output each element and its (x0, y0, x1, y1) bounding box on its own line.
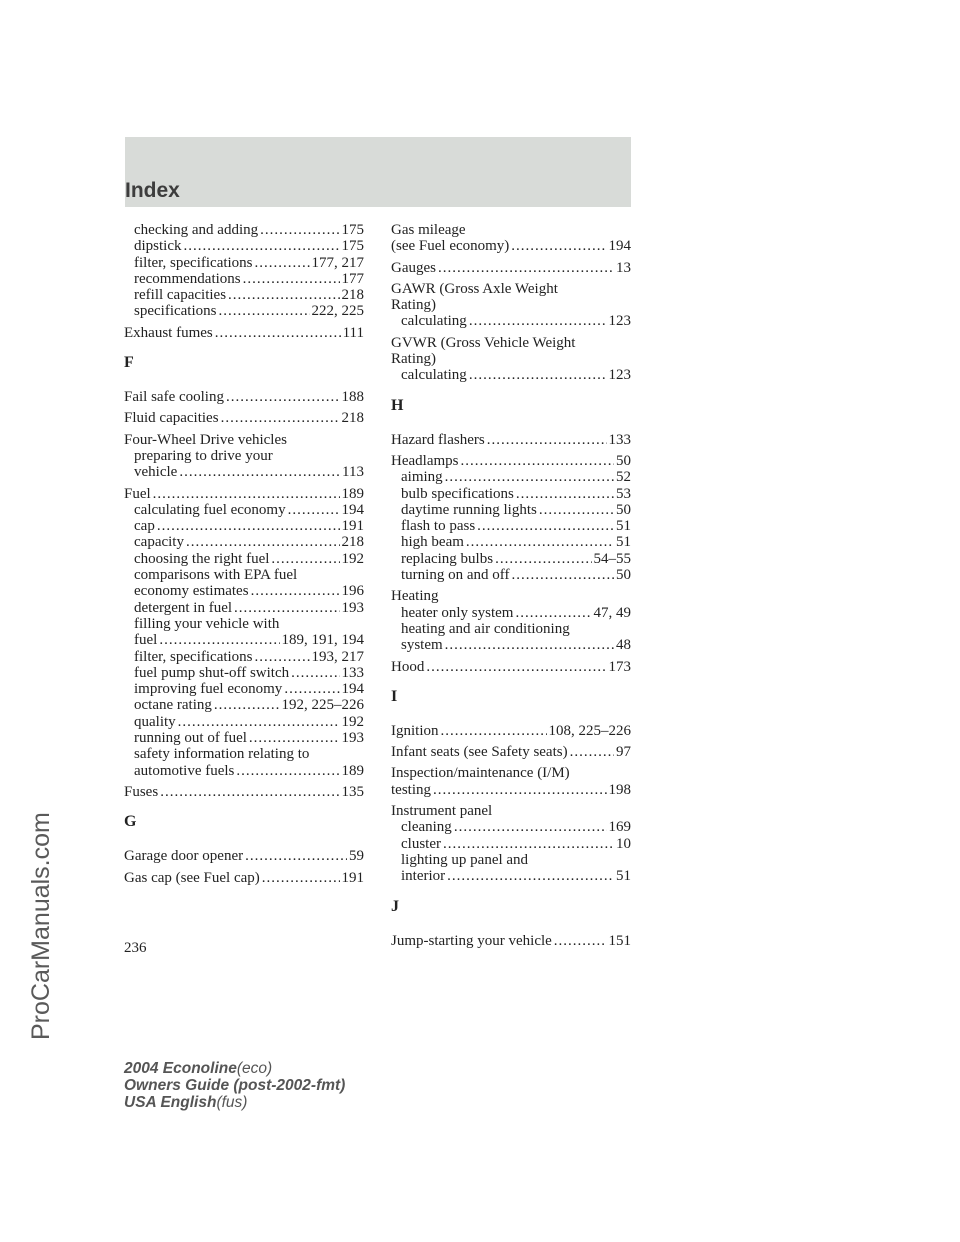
index-term: Rating) (391, 351, 436, 368)
dot-leader (445, 469, 614, 485)
index-line (124, 763, 364, 779)
index-term: Gauges (391, 259, 436, 276)
dot-leader (438, 260, 614, 276)
index-term: Ignition (391, 722, 439, 739)
dot-leader (271, 551, 339, 567)
index-entry (124, 222, 364, 238)
index-entry (391, 588, 631, 653)
page-reference: 189 (341, 485, 364, 502)
dot-leader (186, 534, 340, 550)
dot-leader (160, 784, 339, 800)
page-reference: 175 (341, 222, 364, 238)
page-reference: 189, 191, 194 (281, 632, 364, 649)
index-entry (124, 432, 364, 481)
page-reference: 193 (341, 730, 364, 747)
dot-leader (251, 583, 340, 599)
page-reference: 50 (616, 501, 631, 518)
index-term: refill capacities (134, 287, 227, 304)
index-line (391, 313, 631, 329)
index-line (124, 271, 364, 287)
side-watermark: ProCarManuals.com (27, 812, 55, 1040)
index-entry (124, 325, 364, 341)
page-reference: 177 (341, 270, 364, 287)
index-entry (124, 486, 364, 779)
header-bar (125, 137, 631, 207)
index-entry (391, 723, 631, 739)
index-term: high beam (401, 534, 464, 551)
index-entry (391, 765, 631, 798)
index-term: Heating (391, 588, 439, 605)
index-line (391, 836, 631, 852)
index-line (124, 714, 364, 730)
dot-leader (234, 600, 339, 616)
page-reference: 196 (341, 583, 364, 600)
index-term: running out of fuel (134, 730, 247, 747)
index-term: filter, specifications (134, 648, 253, 665)
index-entry (391, 335, 631, 384)
index-term: Garage door opener (124, 848, 244, 865)
dot-leader (426, 659, 606, 675)
index-line (391, 486, 631, 502)
dot-leader (515, 605, 591, 621)
index-term: comparisons with EPA fuel (134, 567, 298, 584)
index-entry (391, 222, 631, 255)
index-term: calculating (401, 367, 467, 384)
index-entry (124, 784, 364, 800)
dot-leader (159, 632, 279, 648)
index-term: bulb specifications (401, 485, 514, 502)
index-entry (391, 933, 631, 949)
index-term: safety information relating to (134, 746, 310, 763)
page-reference: 135 (341, 783, 364, 800)
index-term: Rating) (391, 297, 436, 314)
dot-leader (288, 502, 340, 518)
index-term: vehicle (134, 464, 178, 481)
page-reference: 194 (341, 681, 364, 698)
index-entry (124, 271, 364, 287)
index-term: preparing to drive your (134, 447, 273, 464)
index-section-letter: J (391, 897, 399, 915)
index-term: daytime running lights (401, 501, 537, 518)
index-term: Fail safe cooling (124, 389, 224, 406)
index-term: checking and adding (134, 222, 259, 238)
page-reference: 189 (341, 762, 364, 779)
index-entry (391, 659, 631, 675)
index-line (124, 303, 364, 319)
index-line (124, 600, 364, 616)
page-reference: 97 (616, 744, 631, 761)
dot-leader (214, 697, 280, 713)
index-term: improving fuel economy (134, 681, 283, 698)
page-reference: 191 (341, 869, 364, 886)
index-line (124, 222, 364, 238)
dot-leader (179, 464, 340, 480)
dot-leader (184, 238, 340, 254)
index-line (124, 518, 364, 534)
page-reference: 173 (608, 658, 631, 675)
dot-leader (447, 868, 614, 884)
index-column-right (391, 222, 631, 954)
index-term: (see Fuel economy) (391, 238, 510, 255)
index-line (391, 367, 631, 383)
dot-leader (443, 836, 614, 852)
index-line (124, 616, 364, 632)
index-term: Hazard flashers (391, 431, 485, 448)
index-term: cap (134, 518, 155, 535)
index-line (124, 238, 364, 254)
page-reference: 218 (341, 287, 364, 304)
index-line (391, 782, 631, 798)
dot-leader (495, 551, 591, 567)
page-reference: 53 (616, 485, 631, 502)
index-line (391, 238, 631, 254)
index-entry (124, 410, 364, 426)
dot-leader (178, 714, 340, 730)
index-term: Gas mileage (391, 222, 466, 238)
index-term: choosing the right fuel (134, 550, 270, 567)
index-line (124, 583, 364, 599)
index-line (391, 605, 631, 621)
page-reference: 192 (341, 713, 364, 730)
index-line (391, 659, 631, 675)
index-line (124, 287, 364, 303)
page-reference: 133 (608, 431, 631, 448)
index-line (391, 260, 631, 276)
index-line (391, 868, 631, 884)
index-line (124, 665, 364, 681)
index-line (391, 453, 631, 469)
index-entry (391, 432, 631, 448)
index-term: detergent in fuel (134, 599, 233, 616)
dot-leader (262, 870, 340, 886)
index-term: filling your vehicle with (134, 615, 280, 632)
index-term: octane rating (134, 697, 212, 714)
dot-leader (218, 303, 309, 319)
index-line (124, 389, 364, 405)
index-line (124, 746, 364, 762)
index-entry (124, 389, 364, 405)
dot-leader (243, 271, 340, 287)
index-line (391, 765, 631, 781)
index-term: fuel (134, 632, 158, 649)
dot-leader (516, 486, 614, 502)
footer-model-code: (eco) (236, 1060, 273, 1077)
dot-leader (291, 665, 339, 681)
index-entry (124, 848, 364, 864)
index-term: Jump-starting your vehicle (391, 932, 552, 949)
page-reference: 193, 217 (311, 648, 364, 665)
index-term: Infant seats (see Safety seats) (391, 744, 568, 761)
dot-leader (221, 410, 340, 426)
index-line (391, 297, 631, 313)
page-reference: 218 (341, 410, 364, 427)
page-reference: 192 (341, 550, 364, 567)
index-entry (391, 281, 631, 330)
index-term: aiming (401, 469, 443, 486)
page-reference: 113 (342, 464, 364, 481)
page-reference: 194 (341, 501, 364, 518)
index-line (124, 448, 364, 464)
dot-leader (226, 389, 340, 405)
page-reference: 48 (616, 637, 631, 654)
dot-leader (460, 453, 614, 469)
page-reference: 51 (616, 534, 631, 551)
dot-leader (511, 238, 606, 254)
index-term: Hood (391, 658, 425, 675)
dot-leader (445, 637, 614, 653)
dot-leader (469, 367, 607, 383)
page-reference: 123 (608, 367, 631, 384)
page-reference: 194 (608, 238, 631, 255)
index-line (124, 464, 364, 480)
dot-leader (477, 518, 614, 534)
index-term: dipstick (134, 238, 182, 255)
page-reference: 218 (341, 534, 364, 551)
index-entry (391, 803, 631, 884)
page-reference: 13 (616, 259, 631, 276)
page-reference: 222, 225 (311, 303, 364, 320)
dot-leader (228, 287, 339, 303)
index-term: recommendations (134, 270, 241, 287)
dot-leader (441, 723, 547, 739)
dot-leader (255, 255, 310, 271)
index-term: cluster (401, 835, 441, 852)
index-line (391, 335, 631, 351)
index-entry (391, 744, 631, 760)
dot-leader (454, 819, 607, 835)
index-term: specifications (134, 303, 217, 320)
index-line (124, 410, 364, 426)
index-line (124, 632, 364, 648)
dot-leader (433, 782, 607, 798)
page-reference: 151 (608, 932, 631, 949)
index-term: economy estimates (134, 583, 249, 600)
index-line (124, 681, 364, 697)
index-term: turning on and off (401, 567, 510, 584)
page-reference: 47, 49 (593, 604, 631, 621)
index-term: calculating fuel economy (134, 501, 286, 518)
dot-leader (554, 933, 607, 949)
index-entry (391, 453, 631, 583)
page-reference: 111 (342, 324, 364, 341)
index-term: capacity (134, 534, 184, 551)
dot-leader (236, 763, 339, 779)
dot-leader (284, 681, 339, 697)
page-reference: 198 (608, 781, 631, 798)
index-column-left (124, 222, 364, 891)
dot-leader (245, 848, 347, 864)
index-line (391, 567, 631, 583)
index-line (124, 730, 364, 746)
dot-leader (153, 486, 340, 502)
page-reference: 59 (349, 848, 364, 865)
index-line (391, 723, 631, 739)
index-entry (124, 870, 364, 886)
index-term: replacing bulbs (401, 550, 494, 567)
dot-leader (466, 534, 614, 550)
index-term: Four-Wheel Drive vehicles (124, 431, 287, 448)
page-reference: 108, 225–226 (548, 722, 631, 739)
page-reference: 191 (341, 518, 364, 535)
index-line (391, 518, 631, 534)
page-reference: 175 (341, 238, 364, 255)
index-line (124, 697, 364, 713)
index-term: Fuses (124, 783, 159, 800)
index-term: fuel pump shut-off switch (134, 664, 290, 681)
index-line (391, 933, 631, 949)
index-entry (124, 255, 364, 271)
index-line (124, 567, 364, 583)
index-section-letter: I (391, 687, 398, 705)
index-term: quality (134, 713, 176, 730)
index-line (124, 486, 364, 502)
index-line (124, 255, 364, 271)
index-line (391, 621, 631, 637)
index-line (391, 744, 631, 760)
page-reference: 193 (341, 599, 364, 616)
index-line (124, 325, 364, 341)
index-entry (391, 260, 631, 276)
index-line (391, 222, 631, 238)
index-term: Fuel (124, 485, 151, 502)
index-term: heater only system (401, 604, 514, 621)
footer-guide: Owners Guide (post-2002-fmt) (124, 1077, 346, 1094)
page-reference: 10 (616, 835, 631, 852)
index-term: Instrument panel (391, 803, 493, 820)
index-term: lighting up panel and (401, 851, 529, 868)
footer-model: 2004 Econoline (124, 1060, 237, 1077)
dot-leader (487, 432, 607, 448)
index-line (391, 351, 631, 367)
index-section-letter: F (124, 354, 134, 372)
index-line (391, 281, 631, 297)
index-line (391, 551, 631, 567)
dot-leader (511, 567, 614, 583)
document-footer (124, 1060, 345, 1111)
dot-leader (539, 502, 614, 518)
page-reference: 169 (608, 819, 631, 836)
page-reference: 51 (616, 518, 631, 535)
index-line (124, 551, 364, 567)
dot-leader (249, 730, 340, 746)
index-line (124, 534, 364, 550)
index-line (391, 588, 631, 604)
dot-leader (260, 222, 339, 238)
index-entry (124, 238, 364, 254)
page-reference: 133 (341, 664, 364, 681)
index-line (124, 870, 364, 886)
index-line (124, 848, 364, 864)
footer-language-code: (fus) (216, 1094, 248, 1111)
page-reference: 52 (616, 469, 631, 486)
page-reference: 54–55 (593, 550, 631, 567)
page-reference: 192, 225–226 (281, 697, 364, 714)
index-term: Inspection/maintenance (I/M) (391, 765, 570, 782)
index-line (124, 502, 364, 518)
page-reference: 123 (608, 313, 631, 330)
index-line (391, 803, 631, 819)
index-term: Exhaust fumes (124, 324, 213, 341)
page-title: Index (125, 179, 180, 202)
footer-language: USA English (124, 1094, 217, 1111)
index-line (124, 649, 364, 665)
index-term: heating and air conditioning (401, 620, 570, 637)
index-term: GVWR (Gross Vehicle Weight (391, 334, 576, 351)
index-line (391, 432, 631, 448)
index-term: automotive fuels (134, 762, 235, 779)
dot-leader (215, 325, 341, 341)
page-reference: 188 (341, 389, 364, 406)
dot-leader (157, 518, 340, 534)
dot-leader (469, 313, 607, 329)
index-line (391, 637, 631, 653)
index-term: GAWR (Gross Axle Weight (391, 280, 558, 297)
index-term: cleaning (401, 819, 452, 836)
index-term: Gas cap (see Fuel cap) (124, 869, 260, 886)
index-term: Fluid capacities (124, 410, 219, 427)
index-line (124, 432, 364, 448)
page-reference: 50 (616, 452, 631, 469)
index-term: Headlamps (391, 452, 459, 469)
index-entry (124, 287, 364, 303)
page-reference: 50 (616, 567, 631, 584)
index-line (124, 784, 364, 800)
index-line (391, 819, 631, 835)
dot-leader (255, 649, 310, 665)
index-line (391, 852, 631, 868)
index-entry (124, 303, 364, 319)
index-line (391, 469, 631, 485)
index-term: filter, specifications (134, 254, 253, 271)
index-line (391, 502, 631, 518)
page-reference: 51 (616, 868, 631, 885)
index-term: system (401, 637, 443, 654)
index-section-letter: H (391, 396, 404, 414)
index-term: interior (401, 868, 446, 885)
index-term: testing (391, 781, 431, 798)
index-section-letter: G (124, 813, 137, 831)
dot-leader (570, 744, 614, 760)
index-line (391, 534, 631, 550)
page-number: 236 (124, 940, 147, 956)
index-term: flash to pass (401, 518, 476, 535)
page-reference: 177, 217 (311, 254, 364, 271)
index-term: calculating (401, 313, 467, 330)
